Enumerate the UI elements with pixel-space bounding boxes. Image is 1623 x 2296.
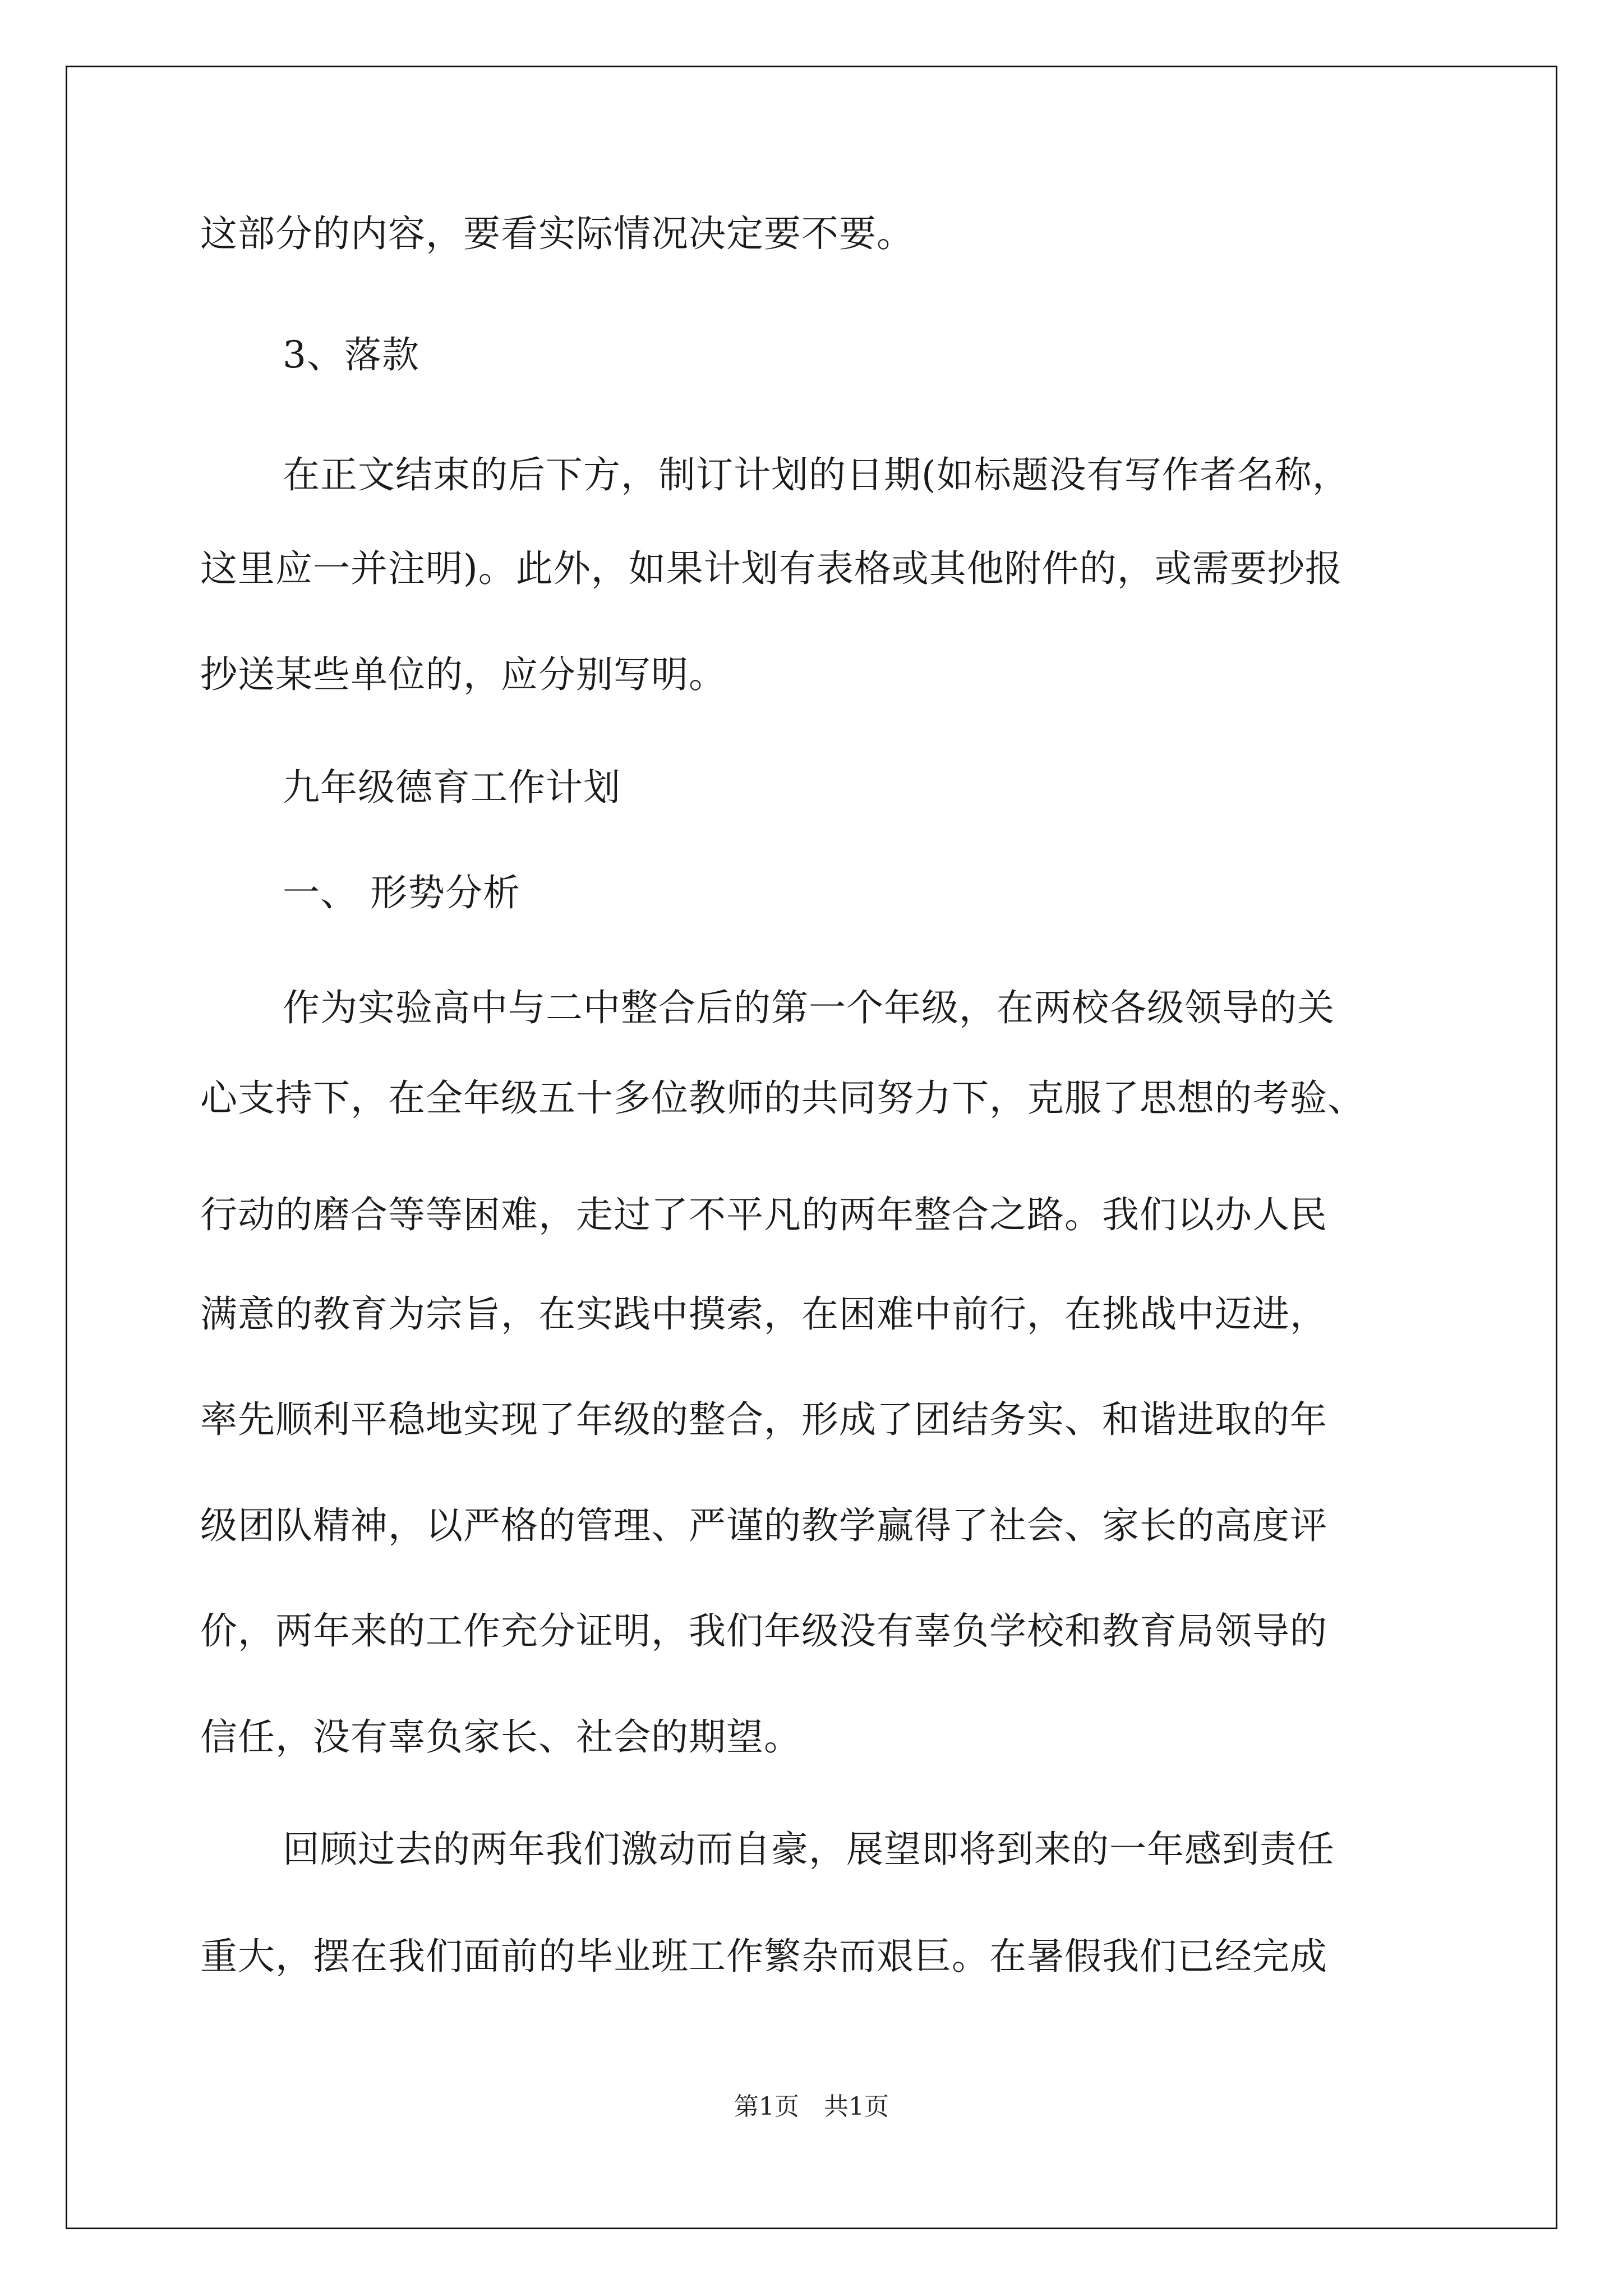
text-line: 这部分的内容，要看实际情况决定要不要。 xyxy=(200,212,914,255)
text-line: 抄送某些单位的，应分别写明。 xyxy=(200,653,726,696)
page-border xyxy=(66,66,1557,2229)
text-line: 满意的教育为宗旨，在实践中摸索，在困难中前行，在挑战中迈进， xyxy=(200,1292,1327,1336)
section-heading: 一、 形势分析 xyxy=(283,871,520,914)
page-number: 第1页 共1页 xyxy=(734,2092,889,2121)
section-title: 九年级德育工作计划 xyxy=(283,766,621,809)
text-line: 在正文结束的后下方，制订计划的日期(如标题没有写作者名称， xyxy=(283,453,1350,496)
text-line: 价，两年来的工作充分证明，我们年级没有辜负学校和教育局领导的 xyxy=(200,1609,1327,1653)
text-line: 作为实验高中与二中整合后的第一个年级，在两校各级领导的关 xyxy=(283,986,1335,1029)
text-line: 行动的磨合等等困难，走过了不平凡的两年整合之路。我们以办人民 xyxy=(200,1193,1327,1236)
text-line: 这里应一并注明)。此外，如果计划有表格或其他附件的，或需要抄报 xyxy=(200,547,1343,590)
text-line: 重大，摆在我们面前的毕业班工作繁杂而艰巨。在暑假我们已经完成 xyxy=(200,1935,1327,1978)
text-line: 率先顺利平稳地实现了年级的整合，形成了团结务实、和谐进取的年 xyxy=(200,1398,1327,1441)
text-line: 级团队精神，以严格的管理、严谨的教学赢得了社会、家长的高度评 xyxy=(200,1504,1327,1547)
text-line: 3、落款 xyxy=(283,333,419,376)
text-line: 回顾过去的两年我们激动而自豪，展望即将到来的一年感到责任 xyxy=(283,1828,1335,1871)
text-line: 心支持下，在全年级五十多位教师的共同努力下，克服了思想的考验、 xyxy=(200,1076,1365,1120)
page-footer xyxy=(0,2090,1623,2124)
text-line: 信任，没有辜负家长、社会的期望。 xyxy=(200,1715,801,1759)
